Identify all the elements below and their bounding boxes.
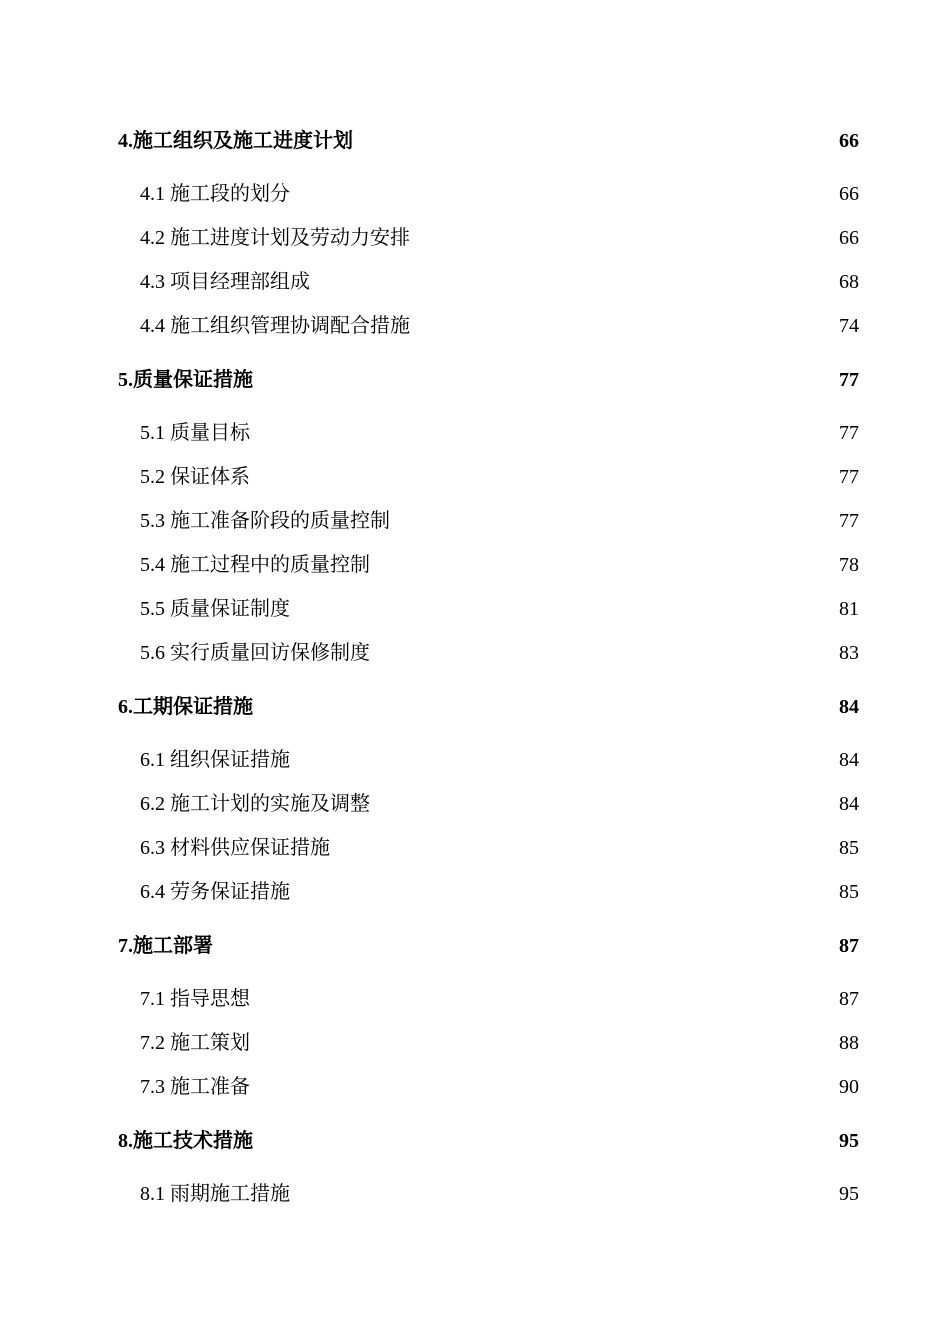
toc-section-6[interactable] [118, 692, 859, 722]
toc-page-number: 66 [839, 183, 859, 205]
toc-title: 5.6 实行质量回访保修制度 [140, 642, 370, 664]
toc-subsection-8-1[interactable] [140, 1179, 859, 1209]
toc-title: 5.3 施工准备阶段的质量控制 [140, 510, 390, 532]
toc-page-number: 88 [839, 1032, 859, 1054]
toc-page-number: 84 [839, 793, 859, 815]
toc-title: 6.2 施工计划的实施及调整 [140, 793, 370, 815]
toc-subsection-4-4[interactable] [140, 311, 859, 341]
toc-page-number: 66 [839, 130, 859, 152]
toc-page-number: 78 [839, 554, 859, 576]
toc-page-number: 83 [839, 642, 859, 664]
toc-title: 4.施工组织及施工进度计划 [118, 130, 353, 152]
toc-section-7[interactable] [118, 931, 859, 961]
toc-title: 7.3 施工准备 [140, 1076, 250, 1098]
toc-subsection-7-2[interactable] [140, 1028, 859, 1058]
toc-section-5[interactable] [118, 365, 859, 395]
toc-subsection-4-2[interactable] [140, 223, 859, 253]
toc-title: 5.5 质量保证制度 [140, 598, 290, 620]
toc-title: 6.1 组织保证措施 [140, 749, 290, 771]
toc-title: 7.2 施工策划 [140, 1032, 250, 1054]
toc-subsection-5-5[interactable] [140, 594, 859, 624]
toc-title: 5.2 保证体系 [140, 466, 250, 488]
toc-subsection-7-3[interactable] [140, 1072, 859, 1102]
toc-subsection-6-2[interactable] [140, 789, 859, 819]
toc-subsection-7-1[interactable] [140, 984, 859, 1014]
toc-page-number: 95 [839, 1183, 859, 1205]
toc-page-number: 77 [839, 422, 859, 444]
toc-title: 6.4 劳务保证措施 [140, 881, 290, 903]
toc-subsection-6-3[interactable] [140, 833, 859, 863]
toc-subsection-5-2[interactable] [140, 462, 859, 492]
toc-title: 4.4 施工组织管理协调配合措施 [140, 315, 410, 337]
toc-page-number: 77 [839, 466, 859, 488]
toc-title: 4.3 项目经理部组成 [140, 271, 310, 293]
toc-title: 8.1 雨期施工措施 [140, 1183, 290, 1205]
toc-page-number: 81 [839, 598, 859, 620]
toc-title: 7.1 指导思想 [140, 988, 250, 1010]
toc-section-4[interactable] [118, 126, 859, 156]
toc-page-number: 90 [839, 1076, 859, 1098]
toc-subsection-5-1[interactable] [140, 418, 859, 448]
toc-page-number: 85 [839, 837, 859, 859]
toc-subsection-5-3[interactable] [140, 506, 859, 536]
toc-title: 6.3 材料供应保证措施 [140, 837, 330, 859]
toc-title: 6.工期保证措施 [118, 696, 253, 718]
toc-page-number: 87 [839, 935, 859, 957]
toc-subsection-4-1[interactable] [140, 179, 859, 209]
toc-title: 5.4 施工过程中的质量控制 [140, 554, 370, 576]
toc-subsection-4-3[interactable] [140, 267, 859, 297]
toc-page-number: 84 [839, 696, 859, 718]
toc-page-number: 66 [839, 227, 859, 249]
toc-title: 4.1 施工段的划分 [140, 183, 290, 205]
toc-title: 5.质量保证措施 [118, 369, 253, 391]
toc-subsection-6-1[interactable] [140, 745, 859, 775]
toc-subsection-6-4[interactable] [140, 877, 859, 907]
toc-section-8[interactable] [118, 1126, 859, 1156]
toc-page-number: 68 [839, 271, 859, 293]
toc-page-number: 74 [839, 315, 859, 337]
toc-title: 8.施工技术措施 [118, 1130, 253, 1152]
toc-subsection-5-4[interactable] [140, 550, 859, 580]
toc-title: 5.1 质量目标 [140, 422, 250, 444]
toc-title: 7.施工部署 [118, 935, 213, 957]
toc-page-number: 77 [839, 369, 859, 391]
toc-page-number: 87 [839, 988, 859, 1010]
toc-subsection-5-6[interactable] [140, 638, 859, 668]
toc-page-number: 84 [839, 749, 859, 771]
toc-page-number: 77 [839, 510, 859, 532]
toc-page-number: 95 [839, 1130, 859, 1152]
toc-title: 4.2 施工进度计划及劳动力安排 [140, 227, 410, 249]
toc-page-number: 85 [839, 881, 859, 903]
